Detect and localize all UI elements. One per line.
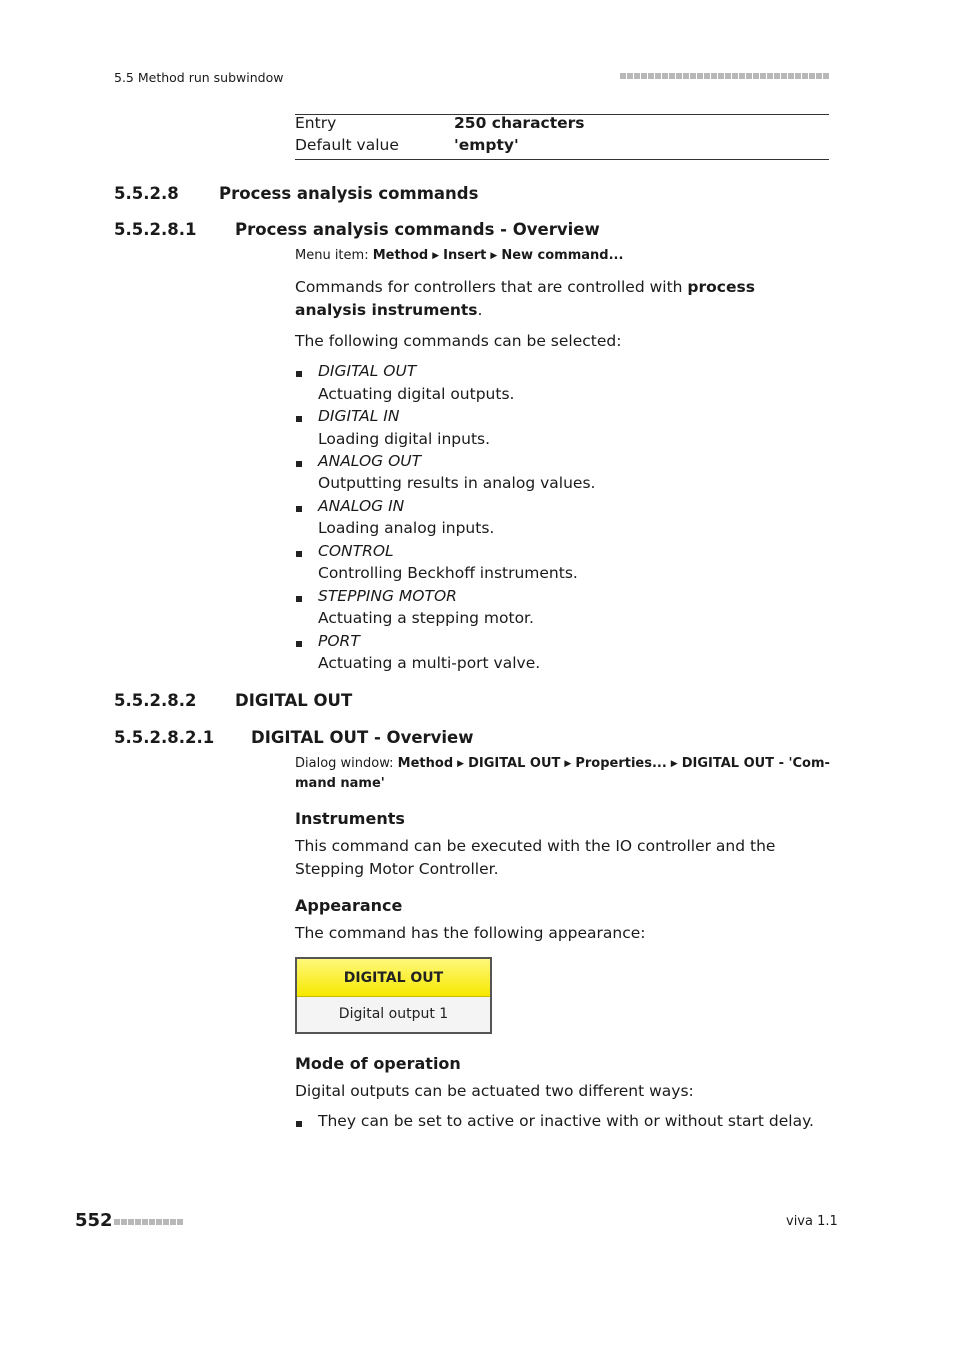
param-label: Entry — [295, 114, 337, 132]
bullet-icon — [296, 506, 302, 512]
mode-heading: Mode of operation — [295, 1054, 461, 1073]
menu-path-item: Method — [372, 248, 429, 263]
command-desc: Actuating digital outputs. — [318, 385, 515, 403]
bullet-icon — [296, 416, 302, 422]
dialog-path-item: mand name' — [295, 776, 385, 791]
menu-path — [295, 248, 623, 263]
dialog-path-item: DIGITAL OUT - 'Com- — [681, 756, 830, 771]
section-title: Process analysis commands - Overview — [235, 220, 600, 239]
command-desc: Outputting results in analog values. — [318, 474, 596, 492]
mode-text: Digital outputs can be actuated two different ways: — [295, 1082, 694, 1100]
dialog-path-item: DIGITAL OUT — [468, 756, 561, 771]
menu-path-item: Insert — [443, 248, 487, 263]
intro-paragraph — [295, 276, 829, 321]
instruments-heading: Instruments — [295, 809, 405, 828]
command-name: ANALOG IN — [318, 497, 405, 515]
command-name: CONTROL — [318, 542, 394, 560]
param-table-bottom-rule — [295, 159, 829, 160]
bullet-icon — [296, 461, 302, 467]
command-name: DIGITAL IN — [318, 407, 400, 425]
arrow-right-icon: ▶ — [564, 759, 572, 769]
dialog-path-item: Method — [397, 756, 454, 771]
digital-out-command-box — [295, 957, 492, 1034]
section-title: Process analysis commands — [219, 184, 479, 203]
section-title: DIGITAL OUT - Overview — [251, 728, 474, 747]
bullet-icon — [296, 551, 302, 557]
section-number: 5.5.2.8 — [114, 184, 179, 203]
appearance-text: The command has the following appearance: — [295, 924, 646, 942]
param-label: Default value — [295, 136, 399, 154]
command-name: ANALOG OUT — [318, 452, 422, 470]
running-header: 5.5 Method run subwindow — [114, 70, 284, 85]
mode-bullet-text: They can be set to active or inactive with or without start delay. — [318, 1112, 814, 1130]
command-name: DIGITAL OUT — [318, 362, 417, 380]
command-name: STEPPING MOTOR — [318, 587, 457, 605]
bullet-icon — [296, 1121, 302, 1127]
intro-text: Commands for controllers that are controlled with — [295, 278, 688, 296]
bullet-icon — [296, 596, 302, 602]
section-number: 5.5.2.8.2 — [114, 691, 197, 710]
command-desc: Loading analog inputs. — [318, 519, 495, 537]
instruments-text: This command can be executed with the IO controller and the Stepping Motor Controller. — [295, 837, 776, 878]
page-number: 552 — [75, 1210, 113, 1231]
arrow-right-icon: ▶ — [490, 251, 498, 261]
intro-bold: process analysis instruments — [295, 278, 755, 319]
command-box-title: DIGITAL OUT — [297, 959, 490, 997]
footer-dots-decoration — [114, 1219, 183, 1225]
product-version: viva 1.1 — [786, 1214, 838, 1229]
arrow-right-icon: ▶ — [457, 759, 465, 769]
param-value: 250 characters — [454, 114, 585, 132]
dialog-path-continued — [295, 776, 385, 791]
command-desc: Actuating a stepping motor. — [318, 609, 534, 627]
menu-path-prefix: Menu item: — [295, 248, 369, 263]
command-desc: Controlling Beckhoff instruments. — [318, 564, 578, 582]
bullet-icon — [296, 641, 302, 647]
command-desc: Loading digital inputs. — [318, 430, 491, 448]
arrow-right-icon: ▶ — [670, 759, 678, 769]
section-number: 5.5.2.8.1 — [114, 220, 197, 239]
dialog-path — [295, 756, 830, 771]
header-dots-decoration — [620, 73, 829, 79]
appearance-heading: Appearance — [295, 896, 403, 915]
commands-lead: The following commands can be selected: — [295, 332, 622, 350]
param-value: 'empty' — [454, 136, 519, 154]
dialog-path-prefix: Dialog window: — [295, 756, 394, 771]
command-desc: Actuating a multi-port valve. — [318, 654, 541, 672]
section-title: DIGITAL OUT — [235, 691, 353, 710]
dialog-path-item: Properties... — [575, 756, 667, 771]
intro-text-end: . — [477, 300, 483, 319]
menu-path-item: New command... — [501, 248, 624, 263]
bullet-icon — [296, 371, 302, 377]
section-number: 5.5.2.8.2.1 — [114, 728, 215, 747]
command-name: PORT — [318, 632, 360, 650]
arrow-right-icon: ▶ — [432, 251, 440, 261]
command-box-subtitle: Digital output 1 — [338, 1006, 449, 1022]
